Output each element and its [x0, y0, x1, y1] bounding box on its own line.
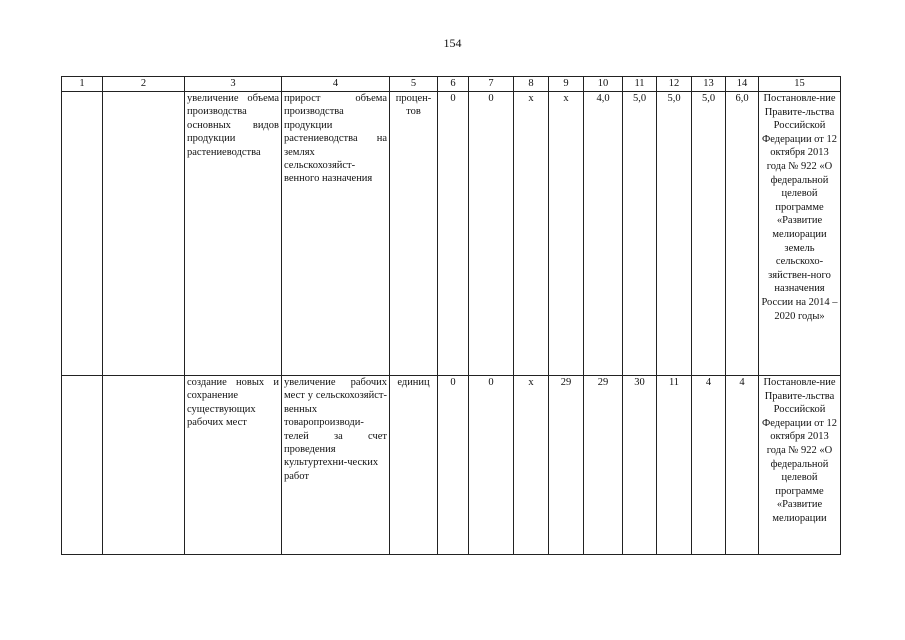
cell-col-2	[103, 92, 185, 376]
cell-value: 4	[726, 376, 759, 555]
col-header-1: 1	[62, 77, 103, 92]
cell-value: 0	[438, 376, 469, 555]
col-header-12: 12	[657, 77, 692, 92]
col-header-4: 4	[282, 77, 390, 92]
cell-value: х	[514, 92, 549, 376]
cell-value: 4,0	[584, 92, 623, 376]
cell-indicator: увеличение рабочих мест у сельскохозяйст-венных товаропроизводи-телей за счет проведения культуртехни-ческих работ	[282, 376, 390, 555]
indicator-table	[61, 76, 841, 555]
col-header-9: 9	[549, 77, 584, 92]
cell-source-document: Постановле-ние Правите-льства Российской Федерации от 12 октября 2013 года № 922 «О федеральной целевой программе «Развитие мелиорации	[759, 376, 841, 555]
col-header-11: 11	[623, 77, 657, 92]
col-header-15: 15	[759, 77, 841, 92]
col-header-5: 5	[390, 77, 438, 92]
cell-value: 11	[657, 376, 692, 555]
col-header-2: 2	[103, 77, 185, 92]
cell-value: х	[549, 92, 584, 376]
cell-value: 5,0	[657, 92, 692, 376]
col-header-13: 13	[692, 77, 726, 92]
cell-value: х	[514, 376, 549, 555]
cell-col-2	[103, 376, 185, 555]
cell-value: 30	[623, 376, 657, 555]
header-row	[62, 77, 841, 92]
cell-value: 0	[438, 92, 469, 376]
cell-source-document: Постановле-ние Правите-льства Российской Федерации от 12 октября 2013 года № 922 «О федеральной целевой программе «Развитие мелиорации земель сельскохо-зяйствен-ного назначения России на 2014 – 2020 годы»	[759, 92, 841, 376]
col-header-10: 10	[584, 77, 623, 92]
col-header-14: 14	[726, 77, 759, 92]
cell-value: 5,0	[692, 92, 726, 376]
col-header-6: 6	[438, 77, 469, 92]
cell-value: 6,0	[726, 92, 759, 376]
cell-indicator: прирост объема производства продукции растениеводства на землях сельскохозяйст-венного назначения	[282, 92, 390, 376]
cell-value: 0	[469, 92, 514, 376]
col-header-3: 3	[185, 77, 282, 92]
table-row	[62, 376, 841, 555]
cell-task: увеличение объема производства основных видов продукции растениеводства	[185, 92, 282, 376]
page-number: 154	[443, 36, 462, 50]
cell-value: 0	[469, 376, 514, 555]
cell-value: 29	[549, 376, 584, 555]
cell-unit: единиц	[390, 376, 438, 555]
cell-task: создание новых и сохранение существующих рабочих мест	[185, 376, 282, 555]
cell-unit: процен-тов	[390, 92, 438, 376]
cell-col-1	[62, 376, 103, 555]
cell-col-1	[62, 92, 103, 376]
table-row	[62, 92, 841, 376]
cell-value: 4	[692, 376, 726, 555]
cell-value: 5,0	[623, 92, 657, 376]
col-header-7: 7	[469, 77, 514, 92]
col-header-8: 8	[514, 77, 549, 92]
cell-value: 29	[584, 376, 623, 555]
